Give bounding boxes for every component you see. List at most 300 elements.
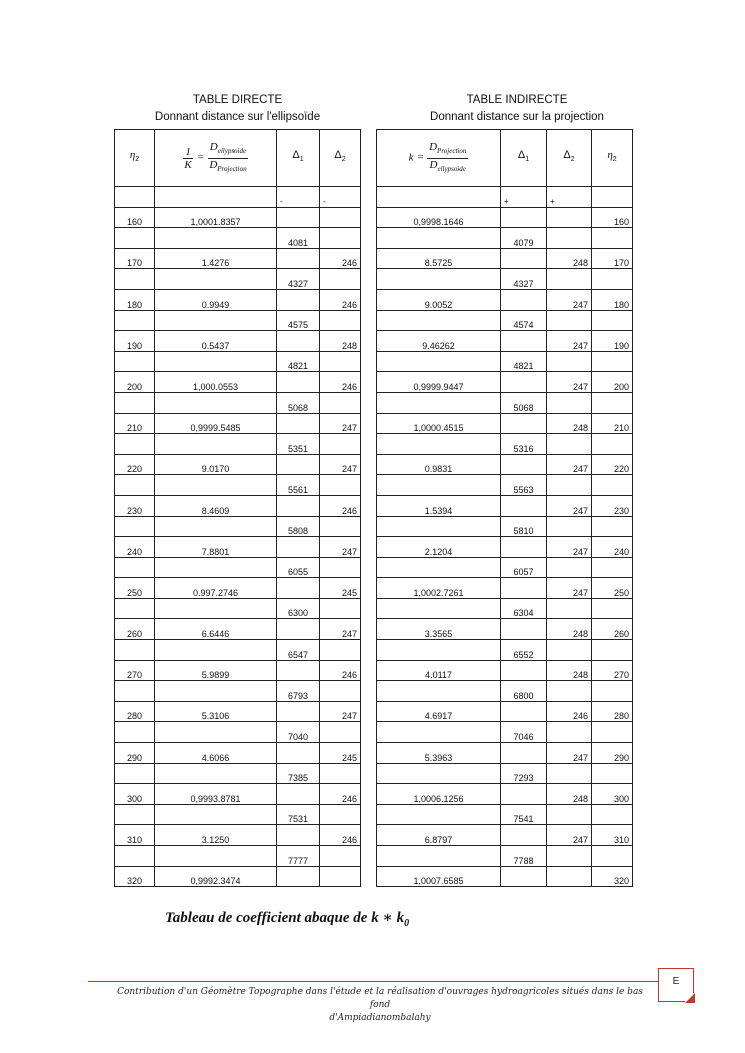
value-cell	[377, 598, 501, 619]
delta1-cell	[501, 207, 547, 228]
delta2-cell	[547, 228, 592, 249]
left-title-line1: TABLE DIRECTE	[192, 94, 283, 106]
table-caption: Tableau de coefficient abaque de k ∗ $k_0$	[165, 910, 410, 929]
footer-divider	[88, 981, 660, 982]
value-cell	[155, 434, 277, 455]
value-cell	[377, 269, 501, 290]
delta1-cell: 7385	[277, 763, 320, 784]
delta1-cell	[277, 372, 320, 393]
delta1-cell: 5808	[277, 516, 320, 537]
delta1-cell	[277, 660, 320, 681]
value-cell: 9.0052	[377, 289, 501, 310]
eta-cell: 300	[115, 784, 155, 805]
table-row	[115, 351, 361, 372]
table-row	[377, 660, 633, 681]
left-table-title	[140, 92, 335, 126]
delta2-cell: 247	[320, 701, 361, 722]
eta-cell: 250	[592, 578, 633, 599]
delta1-cell: 5563	[501, 475, 547, 496]
delta2-cell: 246	[320, 825, 361, 846]
delta1-cell	[501, 866, 547, 887]
delta1-header: $\Delta_1$	[277, 130, 320, 187]
delta1-cell	[501, 619, 547, 640]
table-row	[115, 454, 361, 475]
delta1-cell	[277, 495, 320, 516]
value-cell: 0,9999.5485	[155, 413, 277, 434]
table-row	[115, 866, 361, 887]
value-cell: 1,000.0553	[155, 372, 277, 393]
value-cell: 5.3106	[155, 701, 277, 722]
delta2-cell: 246	[547, 701, 592, 722]
eta-cell	[115, 557, 155, 578]
delta2-cell	[320, 516, 361, 537]
delta2-cell	[320, 351, 361, 372]
delta2-cell: 247	[547, 289, 592, 310]
value-cell	[377, 804, 501, 825]
eta-cell: 160	[592, 207, 633, 228]
value-cell: 1.4276	[155, 248, 277, 269]
eta-cell: 260	[592, 619, 633, 640]
delta2-cell	[547, 434, 592, 455]
delta2-cell	[320, 640, 361, 661]
delta2-cell	[547, 846, 592, 867]
eta-cell	[592, 475, 633, 496]
eta-cell	[592, 269, 633, 290]
table-row	[377, 351, 633, 372]
delta1-cell: 7046	[501, 722, 547, 743]
table-row	[377, 248, 633, 269]
table-header-row	[377, 130, 633, 187]
value-cell: 1,0006.1256	[377, 784, 501, 805]
delta2-cell: 248	[547, 248, 592, 269]
table-row	[377, 207, 633, 228]
eta-cell	[115, 763, 155, 784]
delta2-cell	[547, 269, 592, 290]
delta2-cell	[320, 598, 361, 619]
delta1-cell: 5068	[277, 392, 320, 413]
delta1-cell: 4574	[501, 310, 547, 331]
delta2-cell: 246	[320, 372, 361, 393]
table-row	[115, 743, 361, 764]
eta-cell	[115, 310, 155, 331]
delta1-cell	[501, 825, 547, 846]
delta1-cell	[501, 248, 547, 269]
eta-cell: 230	[115, 495, 155, 516]
table-row	[377, 269, 633, 290]
delta1-cell	[277, 207, 320, 228]
table-row	[115, 846, 361, 867]
delta1-cell	[501, 289, 547, 310]
delta2-cell	[547, 640, 592, 661]
value-cell	[377, 846, 501, 867]
table-row	[377, 825, 633, 846]
eta-cell	[592, 763, 633, 784]
right-title-line2: Donnant distance sur la projection	[430, 111, 604, 123]
value-cell: 0.997.2746	[155, 578, 277, 599]
table-row	[115, 701, 361, 722]
delta1-cell: 5351	[277, 434, 320, 455]
eta-cell: 170	[115, 248, 155, 269]
sign-row	[115, 187, 361, 208]
value-cell	[377, 434, 501, 455]
table-row	[115, 763, 361, 784]
sign-row	[377, 187, 633, 208]
table-row	[377, 784, 633, 805]
value-cell: 0,9998.1646	[377, 207, 501, 228]
delta2-cell	[320, 392, 361, 413]
footer-text	[110, 986, 650, 1025]
delta1-cell: 4079	[501, 228, 547, 249]
delta2-cell: 248	[320, 331, 361, 352]
eta-cell: 290	[115, 743, 155, 764]
ratio-header: $\frac{1}{K}$ = $\frac{D_{ellypsoide}}{D_{Projection}}$	[155, 130, 277, 187]
table-row	[115, 413, 361, 434]
table-row	[115, 825, 361, 846]
value-cell	[155, 681, 277, 702]
value-cell	[377, 310, 501, 331]
right-title-line1: TABLE INDIRECTE	[466, 94, 568, 106]
delta2-cell: 246	[320, 660, 361, 681]
eta-cell	[592, 310, 633, 331]
delta2-cell: 247	[547, 495, 592, 516]
delta1-cell: 6304	[501, 598, 547, 619]
table-row	[377, 598, 633, 619]
table-row	[377, 763, 633, 784]
eta-cell	[592, 228, 633, 249]
delta1-cell	[277, 784, 320, 805]
delta2-cell	[547, 310, 592, 331]
value-cell	[155, 804, 277, 825]
delta1-cell	[277, 619, 320, 640]
delta1-cell	[277, 331, 320, 352]
eta-cell: 200	[592, 372, 633, 393]
delta1-cell	[277, 701, 320, 722]
eta-cell	[115, 681, 155, 702]
value-cell	[155, 640, 277, 661]
eta-cell	[592, 846, 633, 867]
delta2-cell: 248	[547, 619, 592, 640]
delta1-cell	[501, 537, 547, 558]
table-indirecte	[376, 129, 633, 887]
value-cell	[377, 475, 501, 496]
table-row	[377, 619, 633, 640]
delta1-cell	[501, 701, 547, 722]
table-row	[377, 846, 633, 867]
eta-cell: 310	[115, 825, 155, 846]
table-row	[377, 372, 633, 393]
delta2-cell	[320, 804, 361, 825]
eta-cell	[115, 269, 155, 290]
eta-cell	[115, 846, 155, 867]
delta1-cell	[501, 372, 547, 393]
delta1-cell: 7040	[277, 722, 320, 743]
table-row	[377, 434, 633, 455]
table-row	[115, 289, 361, 310]
value-cell	[377, 392, 501, 413]
table-row	[377, 392, 633, 413]
value-cell: 4.6066	[155, 743, 277, 764]
value-cell	[155, 228, 277, 249]
delta2-cell	[547, 392, 592, 413]
value-cell: 0,9992.3474	[155, 866, 277, 887]
delta2-cell: 247	[547, 537, 592, 558]
delta1-cell: 6547	[277, 640, 320, 661]
table-row	[377, 475, 633, 496]
value-cell: 0.5437	[155, 331, 277, 352]
eta-cell: 270	[592, 660, 633, 681]
delta1-cell: 7777	[277, 846, 320, 867]
table-row	[377, 516, 633, 537]
delta2-cell	[547, 866, 592, 887]
delta2-cell: 247	[320, 413, 361, 434]
eta-cell	[115, 804, 155, 825]
table-row	[115, 434, 361, 455]
eta-cell: 300	[592, 784, 633, 805]
table-row	[115, 640, 361, 661]
eta-cell	[115, 475, 155, 496]
eta-header: $\eta_2$	[115, 130, 155, 187]
delta1-cell: 5810	[501, 516, 547, 537]
delta1-cell: 4327	[501, 269, 547, 290]
value-cell	[377, 722, 501, 743]
table-row	[115, 269, 361, 290]
eta-cell: 210	[592, 413, 633, 434]
eta-cell	[592, 351, 633, 372]
eta-cell	[115, 351, 155, 372]
eta-cell: 240	[592, 537, 633, 558]
delta1-cell: 5068	[501, 392, 547, 413]
delta2-cell	[547, 516, 592, 537]
page-number-badge: E	[658, 968, 694, 1002]
delta2-cell	[547, 557, 592, 578]
eta-cell	[115, 228, 155, 249]
delta2-cell: 247	[547, 372, 592, 393]
value-cell: 1,0000.4515	[377, 413, 501, 434]
delta2-header: $\Delta_2$	[320, 130, 361, 187]
delta2-cell: 246	[320, 248, 361, 269]
value-cell	[155, 516, 277, 537]
value-cell: 4.0117	[377, 660, 501, 681]
value-cell: 8.4609	[155, 495, 277, 516]
delta1-cell: 6300	[277, 598, 320, 619]
value-cell: 0,9999.9447	[377, 372, 501, 393]
delta2-cell	[320, 846, 361, 867]
eta-cell	[592, 516, 633, 537]
eta-cell: 240	[115, 537, 155, 558]
delta1-cell	[501, 660, 547, 681]
delta2-cell: 245	[320, 743, 361, 764]
delta2-cell	[320, 763, 361, 784]
value-cell: 8.5725	[377, 248, 501, 269]
delta1-cell: 4575	[277, 310, 320, 331]
delta1-cell: 4081	[277, 228, 320, 249]
delta2-cell	[320, 866, 361, 887]
value-cell: 1,0007.6585	[377, 866, 501, 887]
delta2-cell: 247	[547, 578, 592, 599]
delta2-cell: 247	[547, 825, 592, 846]
value-cell: 2.1204	[377, 537, 501, 558]
delta2-cell	[320, 434, 361, 455]
value-cell: 9.0170	[155, 454, 277, 475]
value-cell: 0.9949	[155, 289, 277, 310]
value-cell	[377, 557, 501, 578]
value-cell	[155, 310, 277, 331]
table-row	[115, 331, 361, 352]
table-row	[377, 557, 633, 578]
value-cell: 7.8801	[155, 537, 277, 558]
table-row	[377, 331, 633, 352]
eta-cell: 190	[115, 331, 155, 352]
delta2-cell	[547, 681, 592, 702]
delta1-cell: 7293	[501, 763, 547, 784]
table-row	[115, 248, 361, 269]
table-row	[115, 681, 361, 702]
delta1-cell	[277, 537, 320, 558]
eta-cell	[115, 392, 155, 413]
table-row	[115, 495, 361, 516]
eta-cell: 280	[592, 701, 633, 722]
value-cell: 1.5394	[377, 495, 501, 516]
eta-cell: 320	[115, 866, 155, 887]
value-cell	[155, 722, 277, 743]
delta2-cell: 245	[320, 578, 361, 599]
eta-cell: 180	[592, 289, 633, 310]
eta-cell: 210	[115, 413, 155, 434]
delta2-sign: -	[320, 187, 361, 208]
eta-header: $\eta_2$	[592, 130, 633, 187]
eta-cell: 310	[592, 825, 633, 846]
delta2-cell	[320, 557, 361, 578]
delta1-cell	[277, 578, 320, 599]
delta1-sign: -	[277, 187, 320, 208]
delta2-cell: 247	[547, 454, 592, 475]
table-row	[115, 557, 361, 578]
delta2-cell: 247	[320, 619, 361, 640]
value-cell: 1,0001.8357	[155, 207, 277, 228]
delta1-cell: 4821	[501, 351, 547, 372]
delta1-cell: 7531	[277, 804, 320, 825]
delta1-cell: 5316	[501, 434, 547, 455]
left-title-line2: Donnant distance sur l'ellipsoïde	[154, 111, 321, 123]
value-cell: 0.9831	[377, 454, 501, 475]
delta1-cell	[501, 331, 547, 352]
delta2-cell: 247	[320, 537, 361, 558]
table-header-row	[115, 130, 361, 187]
delta2-cell: 247	[320, 454, 361, 475]
eta-cell: 220	[592, 454, 633, 475]
value-cell: 0,9993.8781	[155, 784, 277, 805]
value-cell: 3.1250	[155, 825, 277, 846]
delta1-cell: 6057	[501, 557, 547, 578]
table-row	[377, 743, 633, 764]
value-cell	[377, 228, 501, 249]
table-row	[115, 598, 361, 619]
delta2-cell	[547, 598, 592, 619]
delta1-cell	[277, 743, 320, 764]
footer-line1: Contribution d'un Géomètre Topographe dans l'étude et la réalisation d'ouvrages hydroagricoles situés dans le bas fond	[117, 987, 643, 1010]
delta2-cell	[320, 681, 361, 702]
delta1-cell: 7788	[501, 846, 547, 867]
table-row	[377, 537, 633, 558]
eta-cell	[115, 516, 155, 537]
value-cell: 4.6917	[377, 701, 501, 722]
table-row	[377, 454, 633, 475]
delta1-header: $\Delta_1$	[501, 130, 547, 187]
value-cell	[155, 475, 277, 496]
delta1-cell	[277, 413, 320, 434]
delta1-cell: 4327	[277, 269, 320, 290]
table-row	[377, 640, 633, 661]
delta1-cell	[277, 454, 320, 475]
eta-cell	[115, 722, 155, 743]
delta1-cell	[501, 413, 547, 434]
delta1-cell	[501, 784, 547, 805]
eta-cell: 290	[592, 743, 633, 764]
eta-cell: 280	[115, 701, 155, 722]
table-row	[377, 228, 633, 249]
table-row	[377, 413, 633, 434]
value-cell	[377, 763, 501, 784]
eta-cell: 170	[592, 248, 633, 269]
table-row	[377, 701, 633, 722]
delta1-cell	[501, 495, 547, 516]
delta2-cell: 247	[547, 743, 592, 764]
table-row	[115, 722, 361, 743]
eta-cell: 320	[592, 866, 633, 887]
table-row	[115, 310, 361, 331]
delta2-cell	[547, 722, 592, 743]
eta-cell	[592, 392, 633, 413]
eta-cell	[592, 434, 633, 455]
table-row	[377, 681, 633, 702]
table-row	[115, 578, 361, 599]
table-row	[377, 310, 633, 331]
eta-cell	[592, 681, 633, 702]
delta2-cell	[547, 475, 592, 496]
delta2-cell: 246	[320, 289, 361, 310]
delta2-cell	[320, 310, 361, 331]
eta-cell: 180	[115, 289, 155, 310]
value-cell	[155, 269, 277, 290]
value-cell	[155, 763, 277, 784]
value-cell: 3.3565	[377, 619, 501, 640]
delta1-sign: +	[501, 187, 547, 208]
delta2-cell: 248	[547, 413, 592, 434]
eta-cell	[592, 722, 633, 743]
value-cell	[377, 351, 501, 372]
delta2-cell	[547, 207, 592, 228]
table-directe	[114, 129, 361, 887]
delta2-cell: 246	[320, 495, 361, 516]
delta2-cell: 248	[547, 784, 592, 805]
table-row	[377, 578, 633, 599]
value-cell	[377, 681, 501, 702]
delta2-cell	[320, 269, 361, 290]
eta-cell	[115, 598, 155, 619]
eta-cell	[592, 598, 633, 619]
eta-cell	[115, 434, 155, 455]
table-row	[115, 372, 361, 393]
k-ratio-header: k = $\frac{D_{Projection}}{D_{ellypsoide}}$	[377, 130, 501, 187]
delta1-cell: 6800	[501, 681, 547, 702]
delta1-cell	[277, 866, 320, 887]
value-cell	[155, 557, 277, 578]
eta-cell	[592, 640, 633, 661]
delta2-cell: 247	[547, 331, 592, 352]
delta2-cell	[320, 207, 361, 228]
table-row	[377, 289, 633, 310]
delta2-sign: +	[547, 187, 592, 208]
